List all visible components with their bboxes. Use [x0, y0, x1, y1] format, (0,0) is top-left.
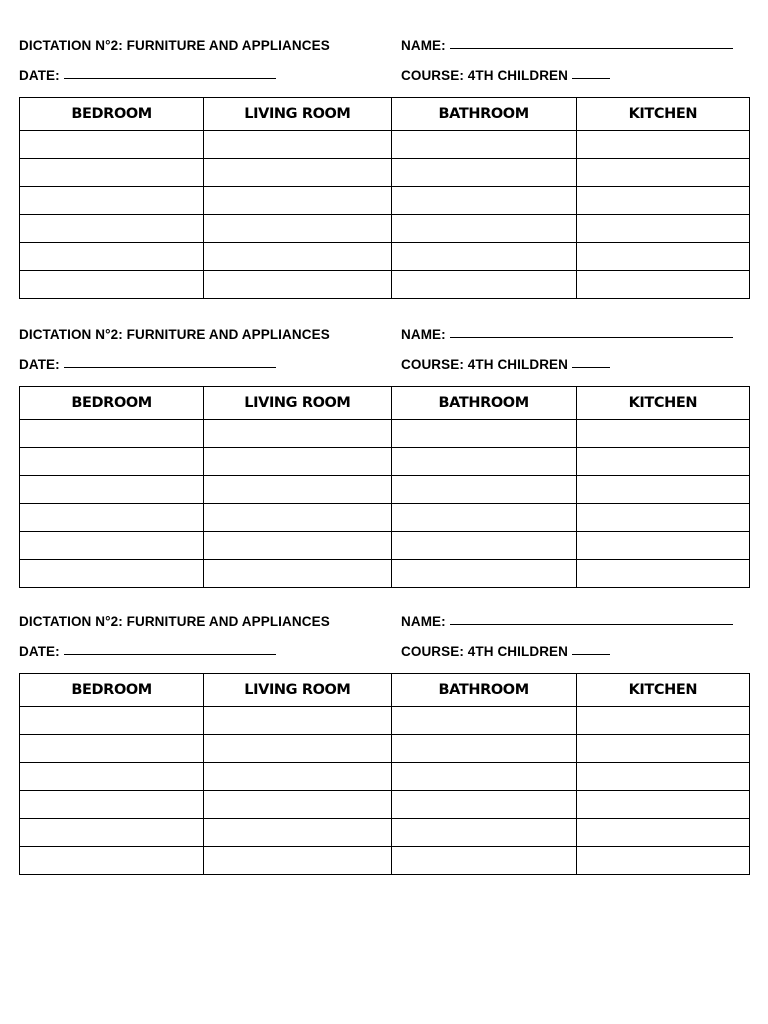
answer-cell-bedroom[interactable] [20, 819, 204, 847]
answer-cell-bedroom[interactable] [20, 560, 204, 588]
answer-cell-bedroom[interactable] [20, 448, 204, 476]
course-blank-line[interactable] [572, 77, 610, 79]
answer-cell-bedroom[interactable] [20, 271, 204, 299]
answer-cell-bedroom[interactable] [20, 763, 204, 791]
answer-cell-bathroom[interactable] [391, 243, 576, 271]
table-header-row [20, 674, 750, 707]
answer-cell-living-room[interactable] [204, 187, 391, 215]
name-blank-line[interactable] [450, 47, 733, 49]
answer-cell-bedroom[interactable] [20, 532, 204, 560]
answer-cell-kitchen[interactable] [576, 187, 749, 215]
column-header-kitchen: KITCHEN [576, 387, 749, 420]
answer-cell-living-room[interactable] [204, 819, 391, 847]
answer-cell-living-room[interactable] [204, 243, 391, 271]
name-label: NAME: [401, 327, 446, 342]
answer-cell-living-room[interactable] [204, 763, 391, 791]
answer-cell-living-room[interactable] [204, 131, 391, 159]
answer-cell-bathroom[interactable] [391, 819, 576, 847]
answer-cell-bedroom[interactable] [20, 420, 204, 448]
answer-cell-bathroom[interactable] [391, 532, 576, 560]
header-row [19, 36, 750, 66]
answer-cell-kitchen[interactable] [576, 131, 749, 159]
name-field[interactable] [401, 327, 733, 342]
course-blank-line[interactable] [572, 366, 610, 368]
answer-cell-kitchen[interactable] [576, 791, 749, 819]
answer-cell-kitchen[interactable] [576, 707, 749, 735]
answer-cell-bedroom[interactable] [20, 476, 204, 504]
answer-cell-bathroom[interactable] [391, 791, 576, 819]
answer-cell-bedroom[interactable] [20, 215, 204, 243]
column-header-living-room: LIVING ROOM [204, 387, 391, 420]
dictation-title: DICTATION N°2: FURNITURE AND APPLIANCES [19, 327, 330, 342]
answer-cell-bathroom[interactable] [391, 707, 576, 735]
answer-cell-living-room[interactable] [204, 159, 391, 187]
column-header-bedroom: BEDROOM [20, 387, 204, 420]
course-label: COURSE: 4TH CHILDREN [401, 68, 569, 83]
header-row [19, 612, 750, 642]
answer-cell-bedroom[interactable] [20, 707, 204, 735]
answer-cell-kitchen[interactable] [576, 243, 749, 271]
answer-cell-kitchen[interactable] [576, 847, 749, 875]
answer-cell-kitchen[interactable] [576, 215, 749, 243]
date-field[interactable] [19, 68, 276, 83]
answer-cell-bathroom[interactable] [391, 476, 576, 504]
dictation-block [19, 325, 750, 411]
answer-cell-living-room[interactable] [204, 420, 391, 448]
table-header-row [20, 387, 750, 420]
answer-cell-kitchen[interactable] [576, 420, 749, 448]
date-field[interactable] [19, 357, 276, 372]
answer-cell-kitchen[interactable] [576, 819, 749, 847]
room-table [19, 97, 750, 299]
column-header-bathroom: BATHROOM [391, 98, 576, 131]
table-row [20, 707, 750, 735]
column-header-living-room: LIVING ROOM [204, 98, 391, 131]
answer-cell-kitchen[interactable] [576, 504, 749, 532]
answer-cell-bathroom[interactable] [391, 420, 576, 448]
table-row [20, 159, 750, 187]
date-label: DATE: [19, 68, 60, 83]
answer-cell-bedroom[interactable] [20, 735, 204, 763]
table-row [20, 847, 750, 875]
table-row [20, 819, 750, 847]
name-label: NAME: [401, 614, 446, 629]
answer-cell-bedroom[interactable] [20, 504, 204, 532]
table-row [20, 187, 750, 215]
header-row [19, 66, 750, 96]
answer-cell-bedroom[interactable] [20, 791, 204, 819]
course-blank-line[interactable] [572, 653, 610, 655]
answer-cell-bathroom[interactable] [391, 504, 576, 532]
table-row [20, 476, 750, 504]
answer-cell-living-room[interactable] [204, 215, 391, 243]
table-row [20, 215, 750, 243]
answer-cell-bathroom[interactable] [391, 448, 576, 476]
name-label: NAME: [401, 38, 446, 53]
column-header-kitchen: KITCHEN [576, 674, 749, 707]
header-row [19, 325, 750, 355]
answer-cell-bedroom[interactable] [20, 847, 204, 875]
table-header-row [20, 98, 750, 131]
answer-cell-kitchen[interactable] [576, 735, 749, 763]
date-blank-line[interactable] [64, 366, 276, 368]
name-blank-line[interactable] [450, 336, 733, 338]
answer-cell-bathroom[interactable] [391, 560, 576, 588]
answer-cell-kitchen[interactable] [576, 448, 749, 476]
column-header-bathroom: BATHROOM [391, 674, 576, 707]
answer-cell-bathroom[interactable] [391, 735, 576, 763]
answer-cell-kitchen[interactable] [576, 159, 749, 187]
answer-cell-living-room[interactable] [204, 448, 391, 476]
table-row [20, 791, 750, 819]
course-label: COURSE: 4TH CHILDREN [401, 644, 569, 659]
room-table [19, 673, 750, 875]
table-row [20, 420, 750, 448]
answer-cell-kitchen[interactable] [576, 476, 749, 504]
answer-cell-living-room[interactable] [204, 476, 391, 504]
dictation-title: DICTATION N°2: FURNITURE AND APPLIANCES [19, 38, 330, 53]
name-field[interactable] [401, 614, 733, 629]
date-label: DATE: [19, 357, 60, 372]
table-row [20, 504, 750, 532]
answer-cell-bathroom[interactable] [391, 847, 576, 875]
answer-cell-bedroom[interactable] [20, 159, 204, 187]
dictation-block [19, 36, 750, 122]
course-field[interactable] [401, 357, 610, 372]
answer-cell-kitchen[interactable] [576, 271, 749, 299]
column-header-living-room: LIVING ROOM [204, 674, 391, 707]
table-row [20, 532, 750, 560]
answer-cell-living-room[interactable] [204, 847, 391, 875]
answer-cell-bathroom[interactable] [391, 215, 576, 243]
answer-cell-kitchen[interactable] [576, 763, 749, 791]
dictation-title: DICTATION N°2: FURNITURE AND APPLIANCES [19, 614, 330, 629]
name-field[interactable] [401, 38, 733, 53]
answer-cell-bathroom[interactable] [391, 159, 576, 187]
name-blank-line[interactable] [450, 623, 733, 625]
course-field[interactable] [401, 68, 610, 83]
dictation-block [19, 612, 750, 698]
answer-cell-living-room[interactable] [204, 560, 391, 588]
answer-cell-bathroom[interactable] [391, 763, 576, 791]
answer-cell-living-room[interactable] [204, 532, 391, 560]
header-row [19, 355, 750, 385]
answer-cell-living-room[interactable] [204, 707, 391, 735]
header-row [19, 642, 750, 672]
column-header-kitchen: KITCHEN [576, 98, 749, 131]
table-row [20, 243, 750, 271]
table-row [20, 271, 750, 299]
table-row [20, 560, 750, 588]
column-header-bedroom: BEDROOM [20, 98, 204, 131]
date-field[interactable] [19, 644, 276, 659]
column-header-bathroom: BATHROOM [391, 387, 576, 420]
answer-cell-bedroom[interactable] [20, 131, 204, 159]
answer-cell-bedroom[interactable] [20, 187, 204, 215]
answer-cell-living-room[interactable] [204, 735, 391, 763]
answer-cell-living-room[interactable] [204, 791, 391, 819]
date-blank-line[interactable] [64, 653, 276, 655]
date-blank-line[interactable] [64, 77, 276, 79]
table-row [20, 763, 750, 791]
table-row [20, 448, 750, 476]
answer-cell-bathroom[interactable] [391, 271, 576, 299]
room-table [19, 386, 750, 588]
course-field[interactable] [401, 644, 610, 659]
column-header-bedroom: BEDROOM [20, 674, 204, 707]
answer-cell-kitchen[interactable] [576, 560, 749, 588]
table-row [20, 735, 750, 763]
answer-cell-bathroom[interactable] [391, 131, 576, 159]
date-label: DATE: [19, 644, 60, 659]
answer-cell-living-room[interactable] [204, 504, 391, 532]
answer-cell-kitchen[interactable] [576, 532, 749, 560]
course-label: COURSE: 4TH CHILDREN [401, 357, 569, 372]
table-row [20, 131, 750, 159]
answer-cell-living-room[interactable] [204, 271, 391, 299]
answer-cell-bedroom[interactable] [20, 243, 204, 271]
answer-cell-bathroom[interactable] [391, 187, 576, 215]
